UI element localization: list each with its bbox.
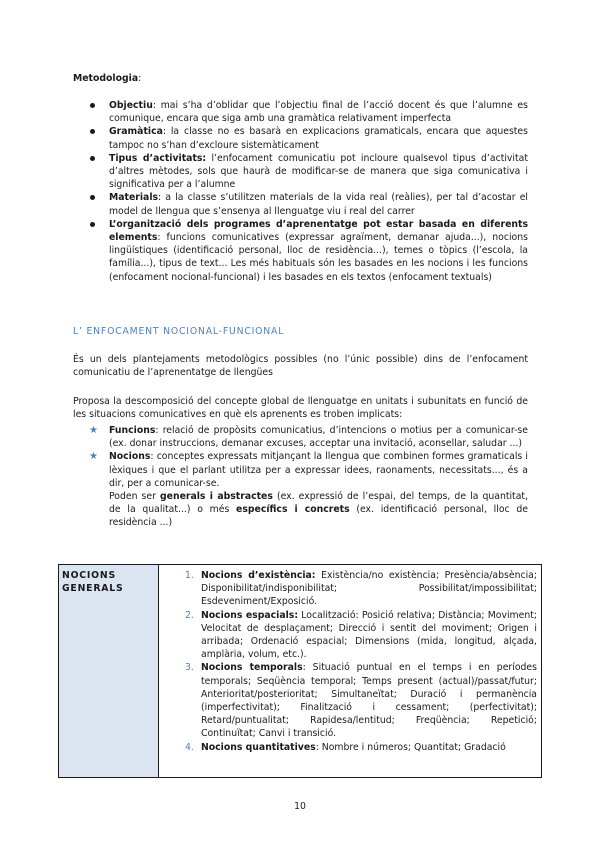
notions-extra-bold: generals i abstractes bbox=[160, 491, 273, 503]
bullet-icon bbox=[90, 103, 95, 108]
item-number: 4. bbox=[185, 741, 194, 753]
item-term: Nocions quantitatives bbox=[201, 741, 316, 753]
notions-extra-bold: específics i concrets bbox=[236, 504, 350, 516]
page-number: 10 bbox=[294, 801, 306, 812]
item-term: Nocions espacials: bbox=[201, 609, 299, 621]
notions-header-line: NOCIONS bbox=[62, 570, 116, 581]
bullet-sep: : bbox=[162, 126, 171, 138]
functions-term: Funcions bbox=[109, 425, 156, 436]
notions-extra-text: (ex. identificació personal, lloc de residència ...) bbox=[109, 504, 528, 529]
methodology-colon: : bbox=[138, 73, 142, 84]
notions-sep: : bbox=[150, 451, 157, 463]
item-text: : Nombre i números; Quantitat; Gradació bbox=[315, 741, 506, 753]
list-item bbox=[73, 152, 528, 192]
notions-header-cell bbox=[59, 565, 159, 778]
bullet-text: l’enfocament comunicatiu pot incloure qualsevol tipus d’activitat d’altres mètodes, sols que haurà de modificar-se de manera que siga comunicativa i significativa per a l’alumne bbox=[109, 152, 528, 191]
methodology-title: Metodologia bbox=[73, 73, 139, 84]
bullet-term: Objectiu bbox=[109, 100, 153, 111]
notions-extra-text: (ex. expressió de l’espai, del temps, de la quantitat, de la qualitat...) o més bbox=[109, 491, 529, 516]
methodology-heading bbox=[73, 72, 528, 85]
bullet-sep: : bbox=[157, 232, 167, 244]
bullet-term: Gramàtica bbox=[109, 126, 163, 138]
list-item bbox=[73, 191, 528, 217]
list-item bbox=[163, 609, 537, 662]
bullet-sep: : bbox=[158, 192, 166, 204]
bullet-text: funcions comunicatives (expressar agraïment, demanar ajuda...), nocions lingüístiques (identificació personal, lloc de residència...), temes o tòpics (l’escola, la família...), tipus de text... Les més habituals són les basades en les nocions i les funcions (enfocament nocional-funcional) i les basades en els textos (enfocament textuals) bbox=[109, 232, 528, 283]
methodology-list bbox=[73, 99, 528, 284]
section-title: L’ ENFOCAMENT NOCIONAL-FUNCIONAL bbox=[73, 326, 285, 337]
bullet-term: Tipus d’activitats: bbox=[109, 152, 207, 164]
notions-body-cell bbox=[159, 565, 542, 778]
item-text: Existència/no existència; Presència/absència; Disponibilitat/indisponibilitat; Possibilitat/impossibilitat; Esdeveniment/Exposició. bbox=[201, 570, 537, 608]
bullet-term: L’organització dels programes d’aprenentatge pot estar basada en diferents elements bbox=[109, 218, 528, 244]
star-icon: ★ bbox=[89, 451, 98, 463]
item-number: 3. bbox=[185, 662, 194, 674]
functions-sep: : bbox=[155, 425, 163, 436]
list-item-notions bbox=[73, 450, 528, 529]
item-number: 1. bbox=[185, 570, 194, 581]
item-term: Nocions d’existència: bbox=[201, 570, 316, 581]
bullet-text: la classe no es basarà en explicacions gramaticals, encara que aquestes tampoc no s’han d’excloure sistemàticament bbox=[109, 126, 528, 151]
bullet-text: mai s’ha d’oblidar que l’objectiu final de l’acció docent és que l’alumne es comunique, encara que siga amb una gramàtica relativament imperfecta bbox=[109, 100, 528, 125]
section-star-list bbox=[73, 424, 528, 530]
section-paragraph-1: És un dels plantejaments metodològics possibles (no l’únic possible) dins de l’enfocament comunicatiu de l’aprenentatge de llengües bbox=[73, 354, 528, 379]
bullet-icon bbox=[90, 195, 95, 200]
list-item bbox=[73, 99, 528, 125]
item-number: 2. bbox=[185, 609, 194, 621]
list-item bbox=[163, 661, 537, 740]
notions-header-line: GENERALS bbox=[62, 583, 124, 595]
bullet-icon bbox=[90, 129, 95, 134]
list-item bbox=[163, 741, 537, 754]
notions-extra-text: Poden ser bbox=[109, 491, 160, 503]
table-row bbox=[59, 565, 542, 778]
list-item-functions bbox=[73, 424, 528, 450]
bullet-text: a la classe s’utilitzen materials de la vida real (reàlies), per tal d’acostar el model de llengua que s’ensenya al llenguatge viu i real del carrer bbox=[109, 192, 528, 217]
list-item bbox=[73, 125, 528, 151]
notions-term: Nocions bbox=[109, 451, 151, 463]
notions-list bbox=[163, 569, 537, 754]
item-term: Nocions temporals bbox=[201, 662, 303, 674]
star-icon: ★ bbox=[89, 425, 98, 436]
section-paragraph-2: Proposa la descomposició del concepte global de llenguatge en unitats i subunitats en funció de les situacions comunicatives en què els aprenents es troben implicats: bbox=[73, 396, 528, 421]
notions-text: conceptes expressats mitjançant la llengua que combinen formes gramaticals i lèxiques i que el parlant utilitza per a expressar idees, raonaments, necessitats..., és a dir, per a comunicar-se. bbox=[109, 451, 528, 489]
bullet-icon bbox=[90, 156, 95, 161]
bullet-icon bbox=[90, 222, 95, 227]
item-text: Localització: Posició relativa; Distància; Moviment; Velocitat de desplaçament; Direcció i sentit del moviment; Origen i arribada; Ordenació espacial; Dimensions (mida, longitud, alçada, amplària, volum, etc.). bbox=[201, 609, 537, 661]
bullet-sep: : bbox=[152, 100, 161, 111]
item-text: : Situació puntual en el temps i en períodes temporals; Seqüència temporal; Temps present (actual)/passat/futur; Anterioritat/posterioritat; Simultaneïtat; Duració i permanència (imperfectivitat); Finalització i cessament; (perfectivitat); Retard/puntualitat; Rapidesa/lentitud; Freqüència; Repetició; Continuïtat; Canvi i transició. bbox=[201, 662, 537, 740]
bullet-term: Materials bbox=[109, 192, 159, 204]
list-item bbox=[163, 569, 537, 609]
functions-text: relació de propòsits comunicatius, d’intencions o motius per a comunicar-se (ex. donar instruccions, demanar excuses, acceptar una invitació, aconsellar, saludar ...) bbox=[109, 425, 528, 450]
list-item bbox=[73, 218, 528, 284]
notions-table bbox=[58, 564, 542, 778]
